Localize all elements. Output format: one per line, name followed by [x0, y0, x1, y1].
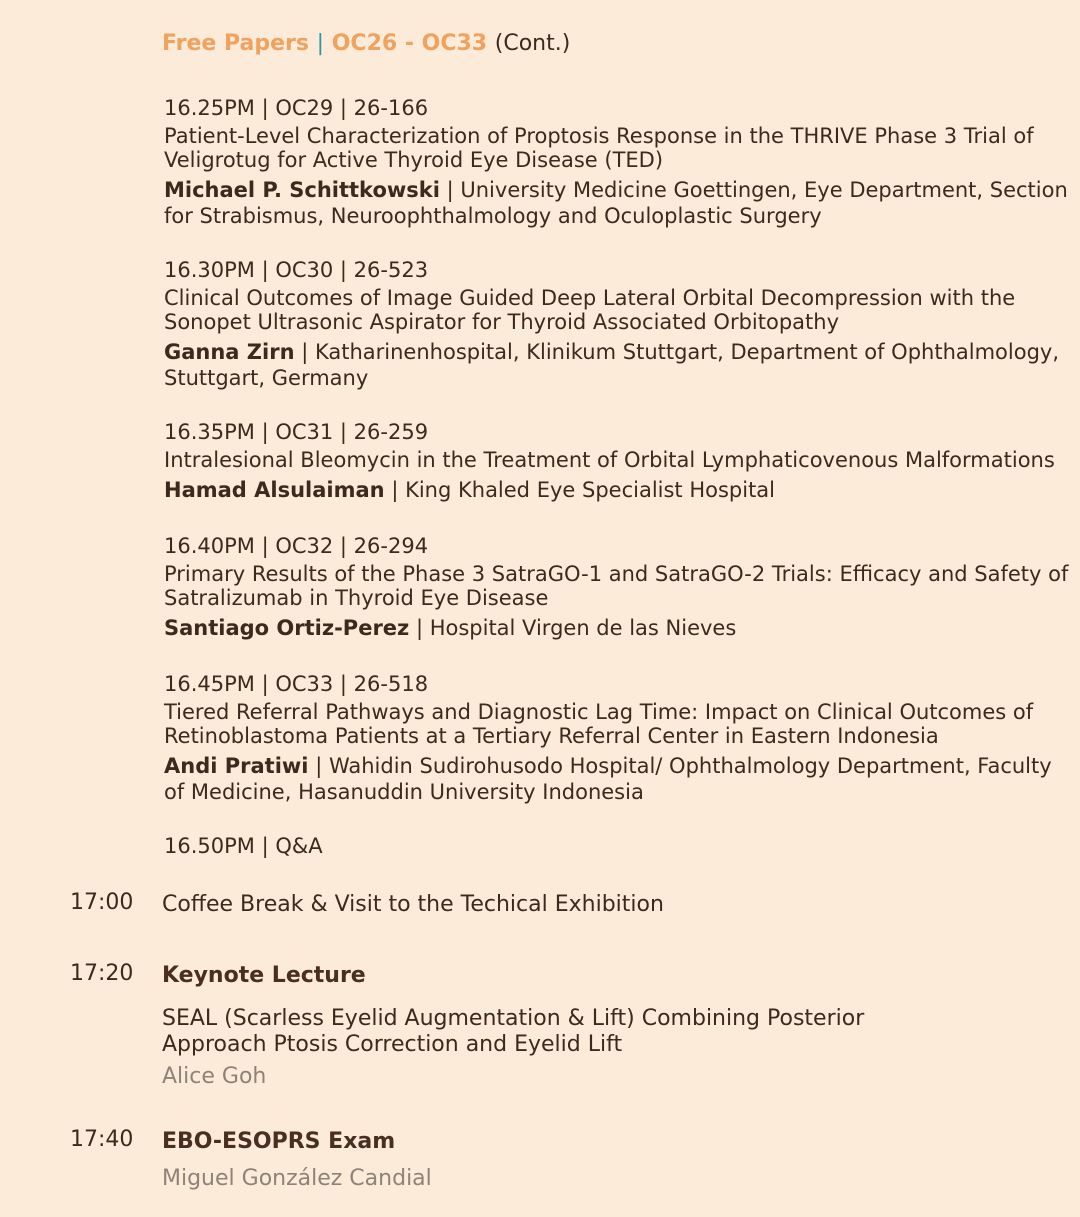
- talk-affiliation: | Wahidin Sudirohusodo Hospital/ Ophthalmology Department, Faculty of Medicine, Hasanuddin University Indonesia: [164, 754, 1052, 804]
- talk-author: Hamad Alsulaiman: [164, 478, 385, 502]
- talk-item: [164, 420, 1076, 503]
- talk-time-line: 16.35PM | OC31 | 26-259: [164, 420, 429, 444]
- event-subtitle: SEAL (Scarless Eyelid Augmentation & Lift) Combining Posterior Approach Ptosis Correction and Eyelid Lift: [162, 1006, 865, 1057]
- event-title: Coffee Break & Visit to the Techical Exhibition: [162, 892, 664, 917]
- talk-affiliation: | King Khaled Eye Specialist Hospital: [391, 478, 776, 502]
- talk-time-line: 16.30PM | OC30 | 26-523: [164, 258, 429, 282]
- talk-author: Michael P. Schittkowski: [164, 178, 440, 202]
- talk-affiliation: | Katharinenhospital, Klinikum Stuttgart, Department of Ophthalmology, Stuttgart, Germany: [164, 340, 1060, 390]
- talk-title: Clinical Outcomes of Image Guided Deep Lateral Orbital Decompression with the Sonopet Ultrasonic Aspirator for Thyroid Associated Orbitopathy: [164, 286, 1016, 334]
- talk-author-line: [164, 753, 1076, 805]
- event-title: Keynote Lecture: [162, 963, 366, 988]
- talk-item: [164, 96, 1076, 229]
- talk-author-line: [164, 177, 1076, 229]
- section-range: OC26 - OC33: [331, 31, 488, 56]
- talk-author-line: [164, 339, 1076, 391]
- talk-affiliation: | Hospital Virgen de las Nieves: [415, 616, 737, 640]
- event-speaker: Alice Goh: [162, 1064, 267, 1089]
- talk-title: Patient-Level Characterization of Proptosis Response in the THRIVE Phase 3 Trial of Veligrotug for Active Thyroid Eye Disease (TED): [164, 124, 1034, 172]
- talk-title: Tiered Referral Pathways and Diagnostic Lag Time: Impact on Clinical Outcomes of Retinoblastoma Patients at a Tertiary Referral Center in Eastern Indonesia: [164, 700, 1034, 748]
- talk-item: [164, 258, 1076, 391]
- section-heading: [162, 31, 570, 56]
- talk-author-line: [164, 477, 1076, 503]
- event-time: 17:00: [70, 890, 134, 915]
- event-speaker: Miguel González Candial: [162, 1166, 432, 1191]
- talk-time-line: 16.40PM | OC32 | 26-294: [164, 534, 429, 558]
- event-title: EBO-ESOPRS Exam: [162, 1129, 396, 1154]
- talk-item: [164, 672, 1076, 805]
- section-cont: (Cont.): [494, 31, 571, 56]
- event-time: 17:40: [70, 1127, 134, 1152]
- talk-title: Primary Results of the Phase 3 SatraGO-1 and SatraGO-2 Trials: Efficacy and Safety of Satralizumab in Thyroid Eye Disease: [164, 562, 1069, 610]
- qa-line: [164, 834, 1076, 859]
- talk-title: Intralesional Bleomycin in the Treatment of Orbital Lymphaticovenous Malformations: [164, 448, 1055, 472]
- talk-affiliation: | University Medicine Goettingen, Eye Department, Section for Strabismus, Neuroophthalmology and Oculoplastic Surgery: [164, 178, 1068, 228]
- talk-time-line: 16.25PM | OC29 | 26-166: [164, 96, 429, 120]
- section-separator: |: [316, 31, 325, 56]
- section-label: Free Papers: [162, 31, 309, 56]
- talk-author-line: [164, 615, 1076, 641]
- talk-author: Andi Pratiwi: [164, 754, 309, 778]
- talk-item: [164, 534, 1076, 641]
- talk-author: Santiago Ortiz-Perez: [164, 616, 410, 640]
- talk-time-line: 16.45PM | OC33 | 26-518: [164, 672, 429, 696]
- event-time: 17:20: [70, 961, 134, 986]
- qa-time-line: 16.50PM | Q&A: [164, 834, 323, 858]
- talk-author: Ganna Zirn: [164, 340, 295, 364]
